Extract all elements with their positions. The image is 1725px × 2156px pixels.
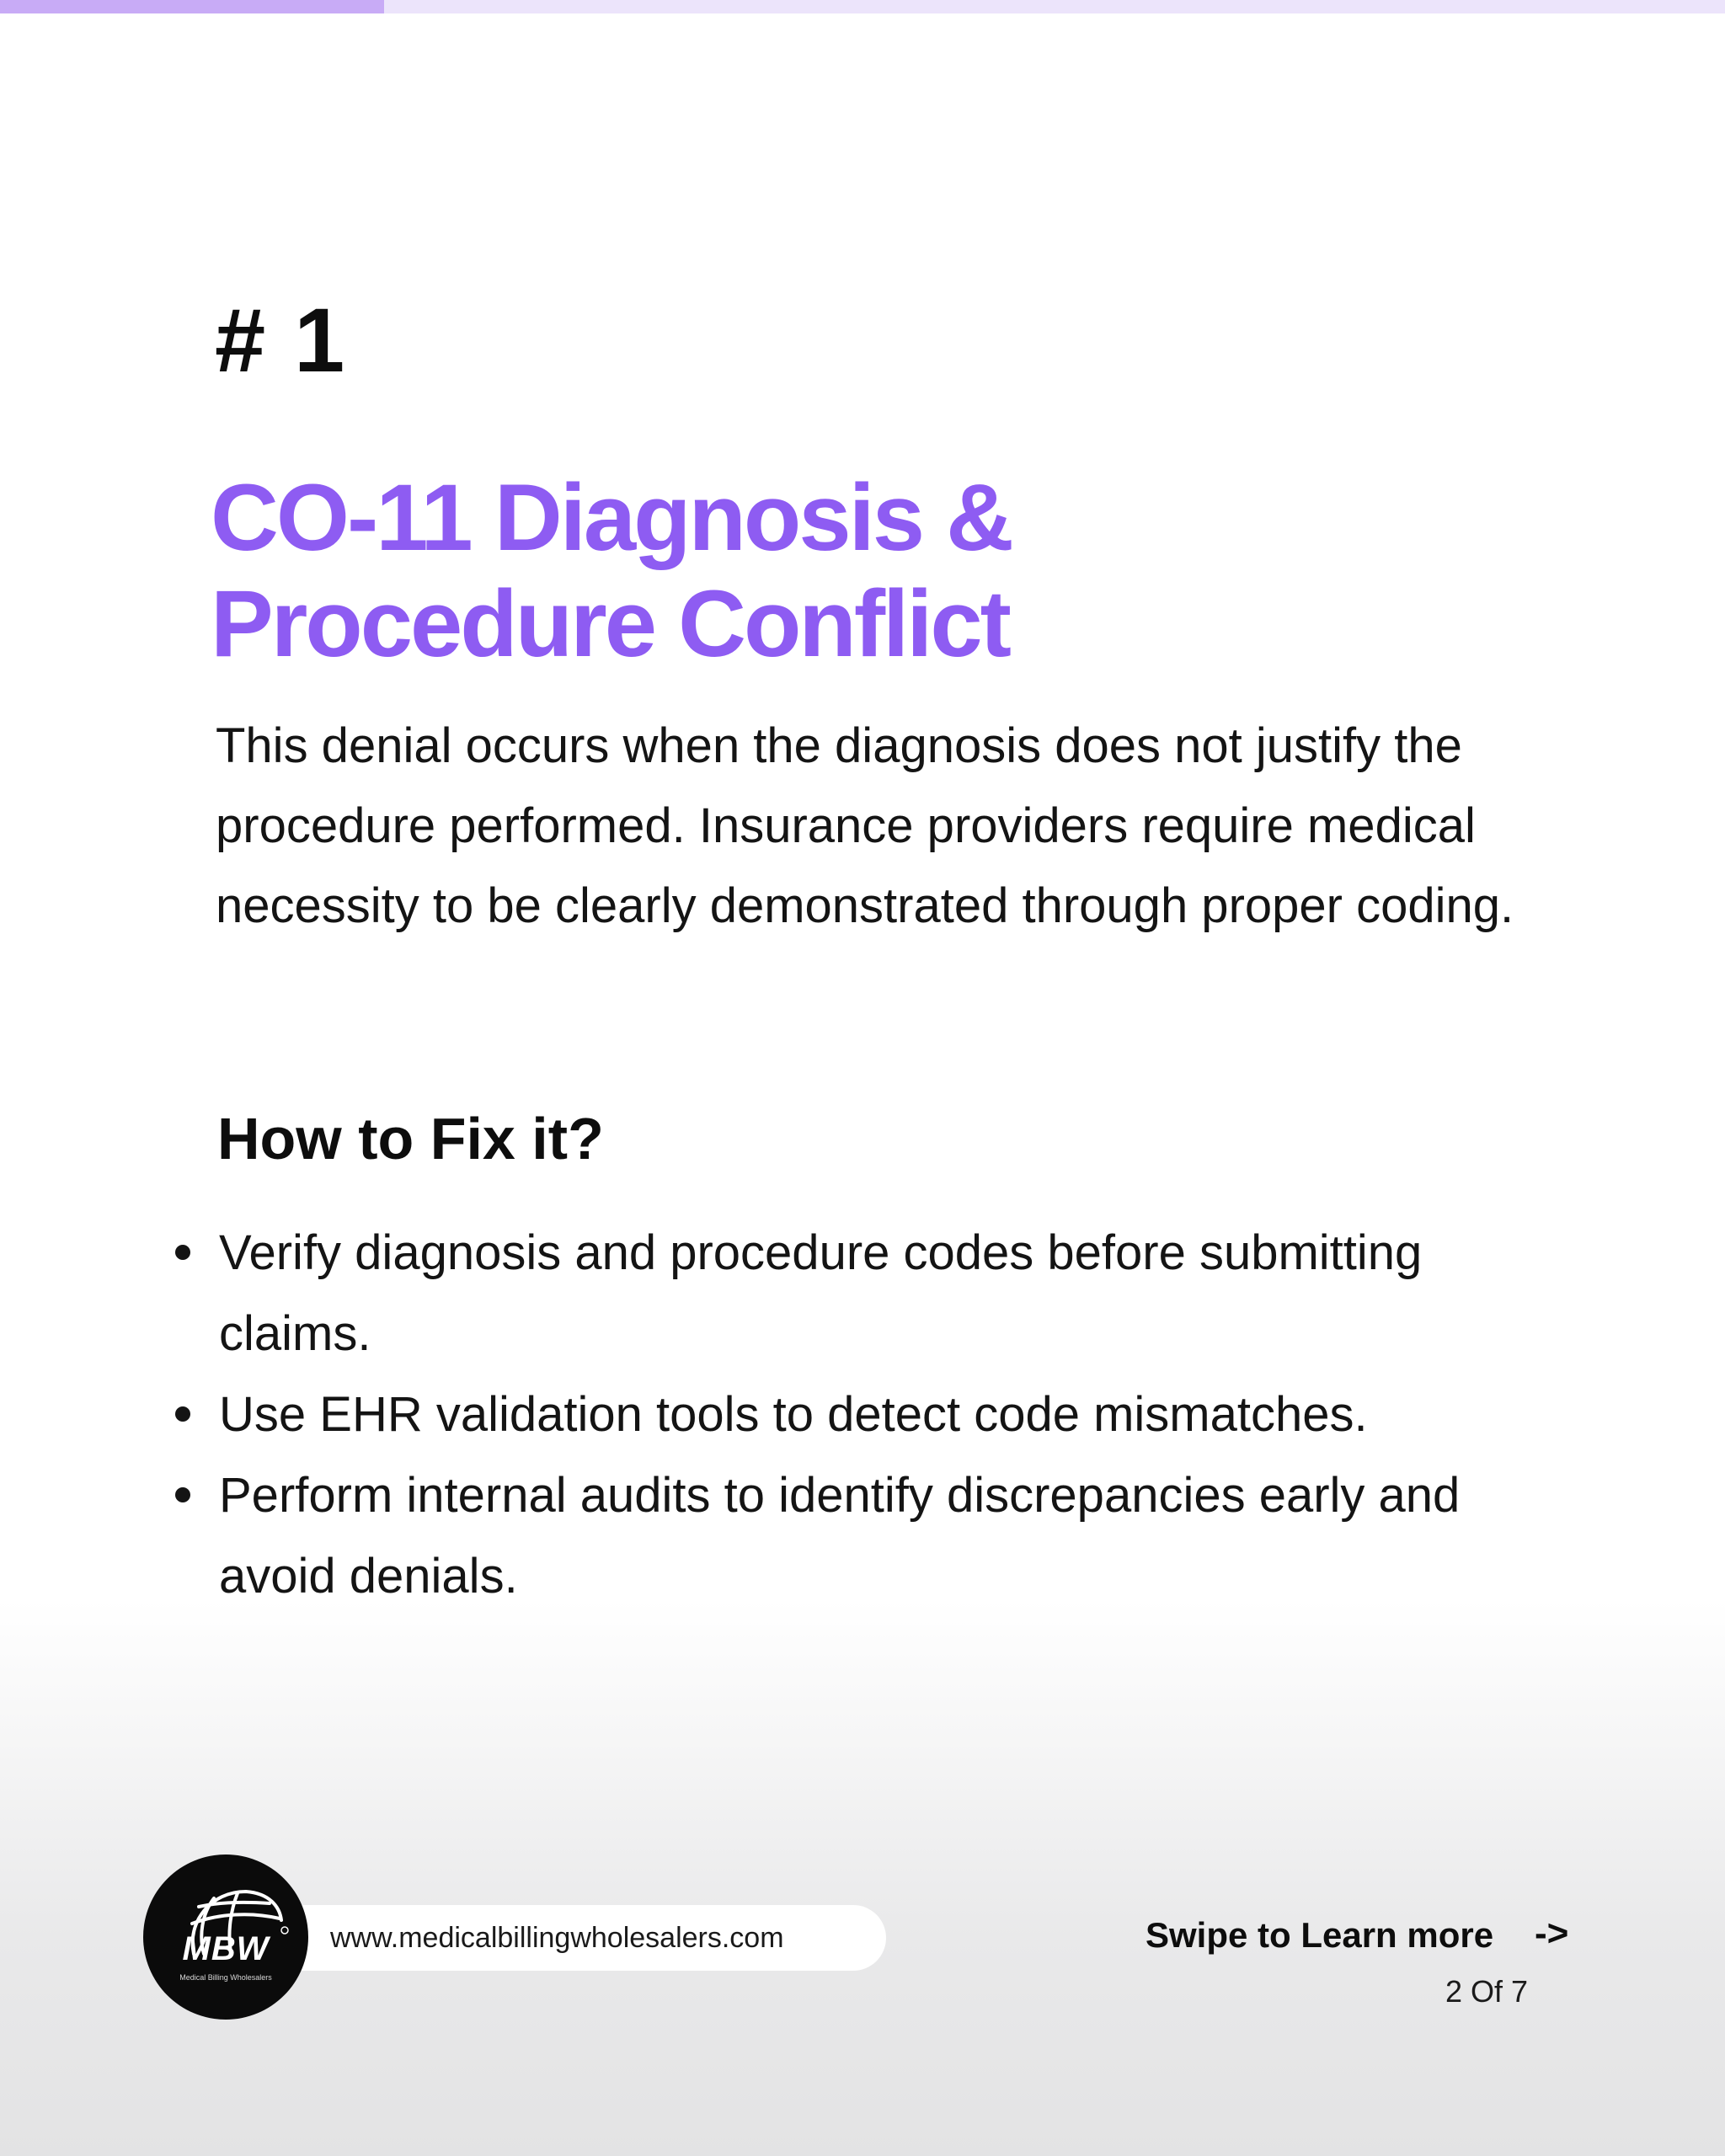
logo xyxy=(143,1854,308,2020)
website-pill[interactable] xyxy=(253,1905,886,1971)
list-item-text: Verify diagnosis and procedure codes before submitting claims. xyxy=(219,1225,1423,1361)
title-line-2: Procedure Conflict xyxy=(211,571,1009,676)
list-item xyxy=(168,1455,1550,1617)
website-link[interactable]: www.medicalbillingwholesalers.com xyxy=(330,1922,784,1954)
fix-list xyxy=(168,1213,1550,1617)
logo-initials: MBW xyxy=(182,1930,270,1967)
bullet-icon xyxy=(175,1487,190,1502)
bullet-icon xyxy=(175,1406,190,1422)
intro-paragraph: This denial occurs when the diagnosis does not justify the procedure performed. Insurance providers require medical necessity to be clearly demonstrated through proper coding. xyxy=(216,718,1514,933)
page-counter: 2 Of 7 xyxy=(1445,1974,1529,2009)
progress-bar xyxy=(0,0,1725,13)
list-item xyxy=(168,1374,1550,1455)
arrow-right-icon: -> xyxy=(1535,1913,1569,1954)
fix-heading: How to Fix it? xyxy=(217,1106,604,1171)
slide-number: # 1 xyxy=(215,289,347,391)
bullet-icon xyxy=(175,1245,190,1260)
page-title xyxy=(211,465,1474,677)
list-item-text: Use EHR validation tools to detect code mismatches. xyxy=(219,1387,1368,1442)
progress-bar-fill xyxy=(0,0,384,13)
title-line-1: CO-11 Diagnosis & xyxy=(211,465,1012,570)
list-item xyxy=(168,1213,1550,1374)
list-item-text: Perform internal audits to identify discrepancies early and avoid denials. xyxy=(219,1468,1461,1604)
logo-tagline: Medical Billing Wholesalers xyxy=(179,1973,272,1982)
swipe-label: Swipe to Learn more xyxy=(1146,1915,1494,1955)
